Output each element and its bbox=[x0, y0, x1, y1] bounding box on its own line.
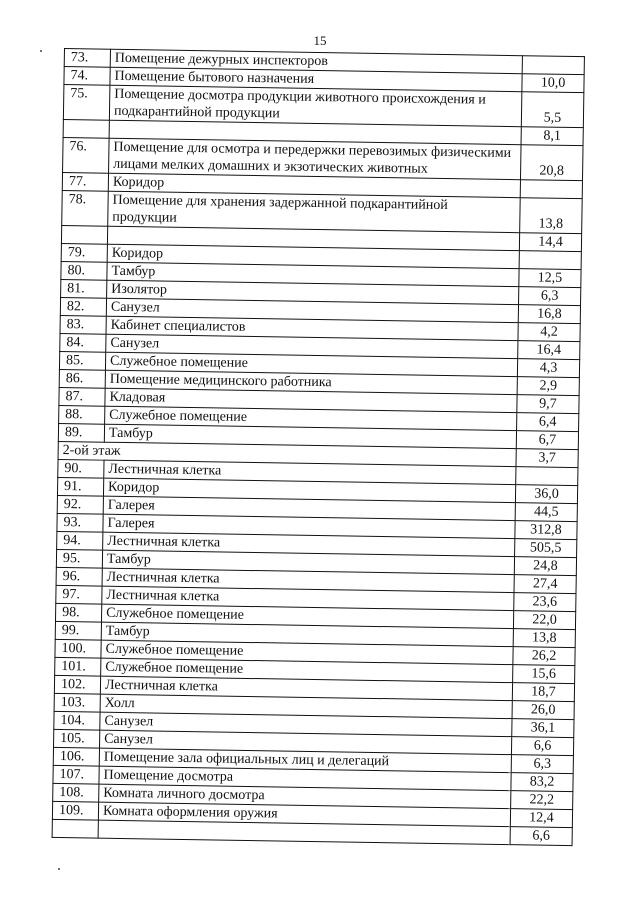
row-number: 78. bbox=[62, 190, 109, 226]
row-number: 75. bbox=[63, 85, 110, 121]
room-area: 83,2 bbox=[511, 773, 573, 792]
room-area bbox=[520, 180, 582, 199]
room-area: 6,3 bbox=[519, 287, 581, 306]
room-area: 36,0 bbox=[515, 485, 577, 504]
room-area: 3,7 bbox=[516, 449, 578, 468]
row-number: 81. bbox=[61, 279, 107, 298]
room-name: Лестничная клетка bbox=[103, 532, 515, 556]
row-number: 105. bbox=[54, 729, 100, 748]
room-area: 36,1 bbox=[512, 719, 574, 738]
room-name: Санузел bbox=[106, 298, 518, 322]
room-area bbox=[522, 56, 584, 75]
scan-speck bbox=[58, 868, 60, 870]
room-name: Коридор bbox=[108, 173, 520, 197]
row-number bbox=[52, 819, 98, 838]
room-area: 22,0 bbox=[513, 611, 575, 630]
row-number: 102. bbox=[54, 675, 100, 694]
room-area: 24,8 bbox=[514, 557, 576, 576]
room-area: 8,1 bbox=[521, 127, 583, 146]
room-name: Помещение бытового назначения bbox=[110, 67, 522, 91]
row-number: 76. bbox=[63, 137, 110, 173]
row-number bbox=[63, 119, 109, 138]
room-name: Помещение зала официальных лиц и делегаций bbox=[99, 748, 511, 772]
room-area: 9,7 bbox=[517, 395, 579, 414]
row-number: 103. bbox=[54, 693, 100, 712]
room-area: 23,6 bbox=[514, 593, 576, 612]
section-title: 2-ой этаж bbox=[58, 441, 516, 466]
row-number: 106. bbox=[53, 747, 99, 766]
row-number: 91. bbox=[57, 477, 103, 496]
room-name: Тамбур bbox=[107, 262, 519, 286]
room-area: 6,6 bbox=[510, 827, 572, 846]
room-area: 27,4 bbox=[514, 575, 576, 594]
room-area: 22,2 bbox=[511, 791, 573, 810]
row-number: 109. bbox=[52, 801, 98, 820]
room-name: Санузел bbox=[100, 730, 512, 754]
row-number: 94. bbox=[57, 531, 103, 550]
row-number: 73. bbox=[64, 49, 110, 68]
room-table-body bbox=[52, 49, 584, 846]
room-name: Тамбур bbox=[104, 424, 516, 448]
room-name: Холл bbox=[100, 694, 512, 718]
room-area bbox=[516, 467, 578, 486]
room-name: Служебное помещение bbox=[101, 640, 513, 664]
room-name: Тамбур bbox=[102, 550, 514, 574]
room-name: Помещение медицинского работника bbox=[105, 370, 517, 394]
room-area: 12,5 bbox=[519, 269, 581, 288]
room-name: Тамбур bbox=[101, 622, 513, 646]
row-number: 107. bbox=[53, 765, 99, 784]
row-number: 89. bbox=[58, 423, 104, 442]
room-area: 20,8 bbox=[520, 145, 583, 181]
room-area: 14,4 bbox=[519, 233, 581, 252]
row-number: 87. bbox=[59, 387, 105, 406]
row-number: 85. bbox=[59, 351, 105, 370]
room-area: 2,9 bbox=[517, 377, 579, 396]
room-area: 4,3 bbox=[517, 359, 579, 378]
room-area: 312,8 bbox=[515, 521, 577, 540]
row-number: 99. bbox=[55, 621, 101, 640]
room-name: Помещение для хранения задержанной подкарантийной продукции bbox=[108, 191, 520, 232]
room-area: 505,5 bbox=[515, 539, 577, 558]
room-area: 44,5 bbox=[515, 503, 577, 522]
room-table-wrapper bbox=[52, 48, 585, 846]
room-area: 5,5 bbox=[521, 92, 584, 128]
room-name: Изолятор bbox=[107, 280, 519, 304]
row-number: 95. bbox=[56, 549, 102, 568]
row-number: 80. bbox=[61, 261, 107, 280]
row-number: 77. bbox=[62, 172, 108, 191]
room-name: Комната личного досмотра bbox=[99, 784, 511, 808]
row-number: 108. bbox=[53, 783, 99, 802]
row-number bbox=[61, 225, 107, 244]
room-area: 6,6 bbox=[511, 737, 573, 756]
room-name: Служебное помещение bbox=[101, 658, 513, 682]
room-area: 15,6 bbox=[513, 665, 575, 684]
room-area-table bbox=[52, 48, 585, 846]
room-name: Лестничная клетка bbox=[102, 586, 514, 610]
row-number: 82. bbox=[60, 297, 106, 316]
room-name: Кладовая bbox=[105, 388, 517, 412]
room-name: Помещение дежурных инспекторов bbox=[110, 49, 522, 73]
room-area bbox=[519, 251, 581, 270]
room-name: Лестничная клетка bbox=[102, 568, 514, 592]
room-name: Помещение для осмотра и передержки перевозимых физическими лицами мелких домашних и экзотических животных bbox=[109, 138, 521, 179]
room-name: Служебное помещение bbox=[101, 604, 513, 628]
room-name: Помещение досмотра bbox=[99, 766, 511, 790]
room-area: 10,0 bbox=[522, 74, 584, 93]
room-name: Галерея bbox=[103, 496, 515, 520]
room-area: 6,3 bbox=[511, 755, 573, 774]
row-number: 92. bbox=[57, 495, 103, 514]
room-name: Служебное помещение bbox=[105, 406, 517, 430]
row-number: 97. bbox=[56, 585, 102, 604]
room-area: 26,0 bbox=[512, 701, 574, 720]
room-name: Санузел bbox=[106, 334, 518, 358]
row-number: 101. bbox=[55, 657, 101, 676]
room-name: Кабинет специалистов bbox=[106, 316, 518, 340]
row-number: 104. bbox=[54, 711, 100, 730]
room-area: 12,4 bbox=[510, 809, 572, 828]
page-number: 15 bbox=[313, 33, 327, 48]
row-number: 83. bbox=[60, 315, 106, 334]
room-name: Служебное помещение bbox=[105, 352, 517, 376]
row-number: 96. bbox=[56, 567, 102, 586]
room-area: 26,2 bbox=[513, 647, 575, 666]
room-area: 13,8 bbox=[520, 198, 583, 234]
room-area: 6,7 bbox=[516, 431, 578, 450]
room-name: Санузел bbox=[100, 712, 512, 736]
row-number: 88. bbox=[59, 405, 105, 424]
row-number: 98. bbox=[55, 603, 101, 622]
row-number: 74. bbox=[64, 67, 110, 86]
room-name: Лестничная клетка bbox=[100, 676, 512, 700]
room-name: Коридор bbox=[103, 478, 515, 502]
room-name: Лестничная клетка bbox=[104, 460, 516, 484]
room-area: 18,7 bbox=[512, 683, 574, 702]
row-number: 79. bbox=[61, 243, 107, 262]
row-number: 84. bbox=[60, 333, 106, 352]
room-area: 4,2 bbox=[518, 323, 580, 342]
row-number: 100. bbox=[55, 639, 101, 658]
row-number: 90. bbox=[58, 459, 104, 478]
room-name: Галерея bbox=[103, 514, 515, 538]
room-area: 16,8 bbox=[518, 305, 580, 324]
scan-speck bbox=[40, 50, 42, 52]
room-name: Коридор bbox=[107, 244, 519, 268]
room-area: 16,4 bbox=[518, 341, 580, 360]
room-area: 13,8 bbox=[513, 629, 575, 648]
row-number: 86. bbox=[59, 369, 105, 388]
room-area: 6,4 bbox=[517, 413, 579, 432]
room-name: Помещение досмотра продукции животного происхождения и подкарантийной продукции bbox=[109, 85, 521, 126]
room-name: Комната оформления оружия bbox=[98, 802, 510, 826]
row-number: 93. bbox=[57, 513, 103, 532]
